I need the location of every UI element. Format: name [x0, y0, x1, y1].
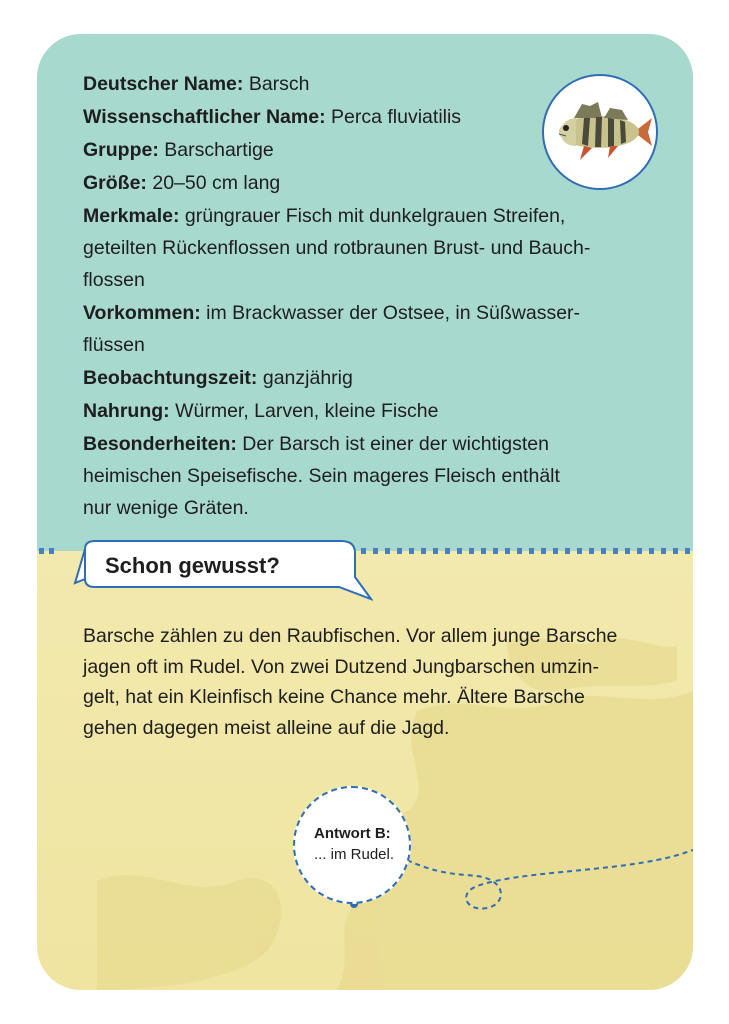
fact-food: Nahrung: Würmer, Larven, kleine Fische [83, 400, 439, 422]
fact-group: Gruppe: Barschartige [83, 139, 274, 161]
fact-special: Besonderheiten: Der Barsch ist einer der wichtigsten heimischen Speisefische. Sein mageres Fleisch enthält nur wenige Gräten. [83, 433, 560, 519]
answer-circle [293, 786, 411, 904]
did-you-know-text: Barsche zählen zu den Raubfischen. Vor allem junge Barsche jagen oft im Rudel. Von zwei Dutzend Jungbarschen umzin- gelt, hat ein Kleinfisch keine Chance mehr. Ältere Barsche gehen dagegen meist alleine auf die Jagd. [83, 625, 618, 739]
answer-title: Antwort B: [314, 825, 391, 842]
fact-size: Größe: 20–50 cm lang [83, 172, 281, 194]
answer-text: ... im Rudel. [314, 846, 395, 863]
species-card [37, 34, 693, 990]
fact-features: Merkmale: grüngrauer Fisch mit dunkelgrauen Streifen, geteilten Rückenflossen und rotbraunen Brust- und Bauch- flossen [83, 205, 591, 291]
did-you-know-title: Schon gewusst? [105, 553, 280, 578]
fact-occurrence: Vorkommen: im Brackwasser der Ostsee, in Süßwasser- flüssen [83, 302, 581, 356]
fact-scientific-name: Wissenschaftlicher Name: Perca fluviatilis [83, 106, 462, 128]
fact-german-name: Deutscher Name: Barsch [83, 73, 310, 95]
fact-observation-time: Beobachtungszeit: ganzjährig [83, 367, 353, 389]
